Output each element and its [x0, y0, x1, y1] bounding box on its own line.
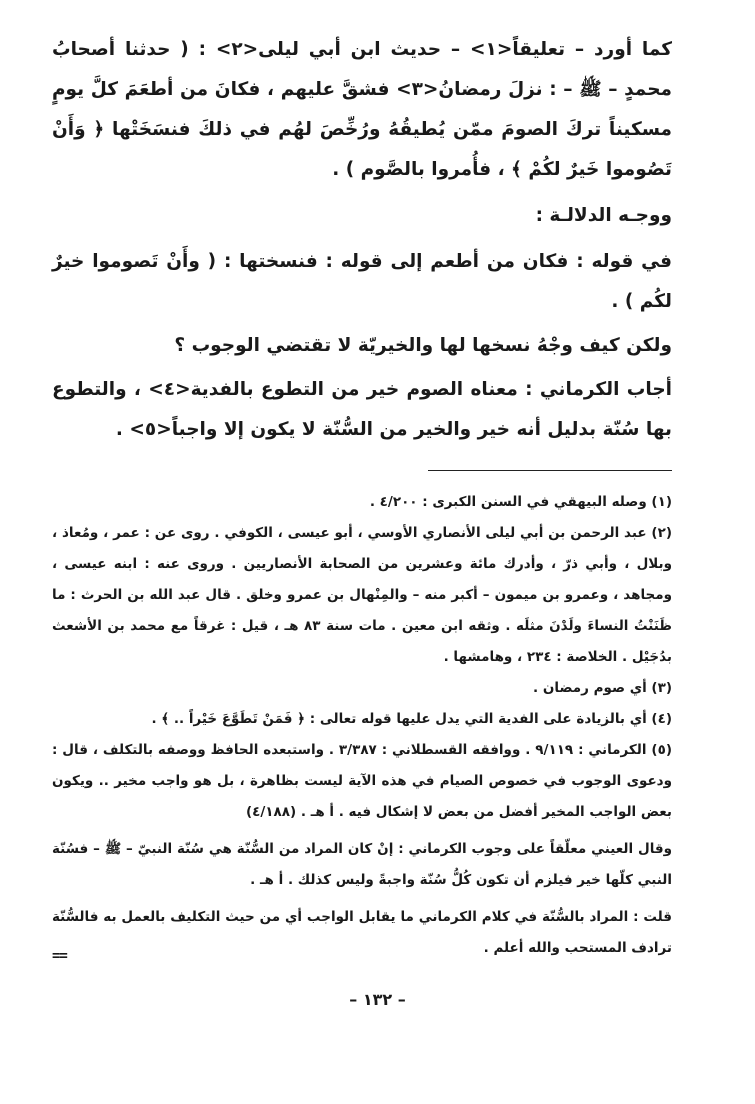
- footnote-5-continuation-2: قلت : المراد بالسُّنّة في كلام الكرماني ما يقابل الواجب أي من حيث التكليف بالعمل به فالسُّنّة ترادف المستحب والله أعلم .: [52, 909, 672, 956]
- footnote-separator: [428, 470, 672, 471]
- footnote-3: (٣) أي صوم رمضان .: [533, 680, 672, 696]
- page-number: – ١٣٢ –: [349, 990, 406, 1009]
- footnote-2: (٢) عبد الرحمن بن أبي ليلى الأنصاري الأوسي ، أبو عيسى ، الكوفي . روى عن : عمر ، ومُعاذ ، وبلال ، وأبي ذرّ ، وأدرك مائة وعشرين من الصحابة الأنصاريين . وروى عنه : ابنه عيسى ، ومجاهد ، وعمرو بن ميمون – أكبر منه – والمِنْهال بن عمرو وخلق . قال عبد الله بن الحرث : ما ظَنَنْتُ النساءَ ولَدْنَ مثلَه . وثقه ابن معين . مات سنة ٨٣ هـ ، قيل : غرقاً مع محمد بن الأشعث بدُجَيْل . الخلاصة : ٢٣٤ ، وهامشها .: [52, 525, 672, 665]
- main-paragraph-1: كما أورد – تعليقاً<١> – حديث ابن أبي ليلى<٢> : ( حدثنا أصحابُ محمدٍ – ﷺ – : نزلَ رمضانُ<٣> فشقَّ عليهم ، فكانَ من أطعَمَ كلَّ يومٍ مسكيناً تركَ الصومَ ممّن يُطيقُهُ ورُخِّصَ لهُم في ذلكَ فنسَخَتْها ﴿ وَأَنْ تَصُوموا خَيرٌ لكُمْ ﴾ ، فأُمروا بالصَّوم ) .: [52, 39, 673, 180]
- section-heading: ووجـه الدلالـة :: [535, 205, 672, 226]
- footnote-5: (٥) الكرماني : ٩/١١٩ . ووافقه القسطلاني : ٣/٣٨٧ . واستبعده الحافظ ووصفه بالتكلف ، قال : ودعوى الوجوب في خصوص الصيام في هذه الآية ليست بظاهرة ، بل هو واجب مخير .. ويكون بعض الواجب المخير أفضل من بعض لا إشكال فيه . أ هـ . (٤/١٨٨): [52, 742, 672, 820]
- main-paragraph-4: أجاب الكرماني : معناه الصوم خير من التطوع بالفدية<٤> ، والتطوع بها سُنّة بدليل أنه خير والخير من السُّنّة لا يكون إلا واجباً<٥> .: [52, 379, 672, 440]
- main-paragraph-3: ولكن كيف وجْهُ نسخها لها والخيريّة لا تقتضي الوجوب ؟: [174, 335, 672, 356]
- footnote-1: (١) وصله البيهقي في السنن الكبرى : ٤/٢٠٠ .: [369, 494, 672, 510]
- continuation-mark: ==: [52, 948, 67, 964]
- main-paragraph-2: في قوله : فكان من أطعم إلى قوله : فنسختها : ( وأَنْ تَصوموا خيرٌ لكُم ) .: [52, 251, 672, 312]
- main-text: [52, 30, 672, 450]
- page-content: [52, 30, 672, 964]
- footnotes: [52, 487, 672, 964]
- footnote-4: (٤) أي بالزيادة على الفدية التي يدل عليها قوله تعالى : ﴿ فَمَنْ تَطَوَّعَ خَيْراً .. ﴾ .: [151, 711, 672, 727]
- footnote-5-continuation-1: وقال العيني معلّقاً على وجوب الكرماني : إنْ كان المراد من السُّنّة هي سُنّة النبيّ – ﷺ – فسُنّة النبي كلّها خير فيلزم أن تكون كُلُّ سُنّة واجبةً وليس كذلك . أ هـ .: [52, 841, 672, 888]
